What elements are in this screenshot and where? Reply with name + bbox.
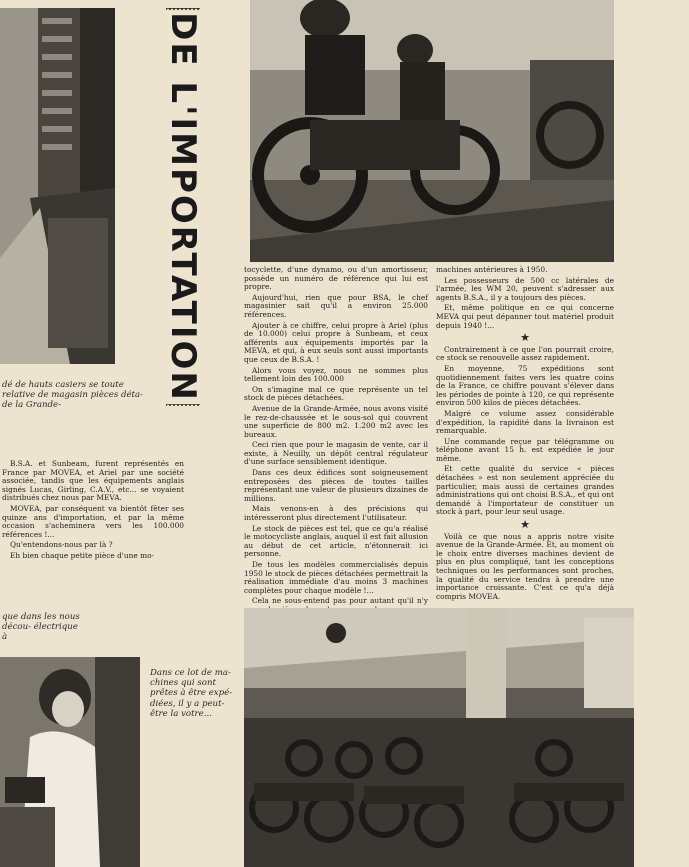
- paragraph: Et, même politique en ce qui concerne MEVA qui peut dépanner tout matériel produit depuis 1940 !...: [436, 303, 614, 330]
- paragraph: De tous les modèles commercialisés depuis 1950 le stock de pièces détachées permettrait la réalisation immédiate d'au moins 3 machines complètes pour chaque modèle !...: [244, 560, 428, 595]
- text-column-middle: [244, 266, 428, 617]
- paragraph: Et cette qualité du service « pièces détachées » est non seulement appréciée du particulier, mais aussi de certaines grandes administrations qui ont choisi B.S.A., et qui ont demandé à l'importateur de constituer un stock à part, pour leur seul usage.: [436, 464, 614, 517]
- photo-motorcycle-rows: [244, 608, 634, 867]
- paragraph: Contrairement à ce que l'on pourrait croire, ce stock se renouvelle assez rapidement.: [436, 344, 614, 363]
- caption-warehouse: dé de hauts casiers se toute relative de magasin pièces déta- de la Grande-: [2, 380, 144, 411]
- vertical-title-banner: [163, 8, 203, 406]
- text-column-left: [2, 460, 184, 563]
- text-column-right: [436, 266, 614, 603]
- paragraph: Qu'entendons-nous par là ?: [10, 540, 113, 550]
- paragraph: B.S.A. et Sunbeam, furent représentés en France par MOVEA, et Ariel par une société associée, tandis que les équipements anglais signés Lucas, Girling, C.A.V., etc... se voyaient distribués chez nous par MEVA.: [2, 459, 184, 503]
- paragraph: MOVEA, par conséquent va bientôt fêter ses quinze ans d'importation, et par la même occasion s'acheminera vers les 100.000 références !...: [2, 503, 184, 539]
- paragraph: Dans ces deux édifices sont soigneusement entreposées des pièces de toutes tailles représentant une valeur de plusieurs dizaines de millions.: [244, 468, 428, 503]
- paragraph: Les possesseurs de 500 cc latérales de l'armée, les WM 20, peuvent s'adresser aux agents B.S.A., il y a toujours des pièces.: [436, 275, 614, 302]
- paragraph: On s'imagine mal ce que représente un tel stock de pièces détachées.: [244, 384, 428, 403]
- paragraph: Une commande reçue par télégramme ou téléphone avant 15 h. est expédiée le jour même.: [436, 436, 614, 463]
- paragraph: Aujourd'hui, rien que pour BSA, le chef magasinier sait qu'il a environ 25.000 références.: [244, 292, 428, 319]
- paragraph: machines antérieures à 1950.: [436, 265, 548, 274]
- star-separator: ★: [520, 518, 530, 532]
- paragraph: Eh bien chaque petite pièce d'une mo-: [10, 550, 155, 560]
- paragraph: Le stock de pièces est tel, que ce qu'a réalisé le motocycliste anglais, auquel il est fait allusion au début de cet article, n'étonnerait ici personne.: [244, 523, 428, 559]
- paragraph: Malgré ce volume assez considérable d'expédition, la rapidité dans la livraison est remarquable.: [436, 408, 614, 436]
- photo-woman-at-desk: [0, 657, 140, 867]
- paragraph: Voilà ce que nous a appris notre visite avenue de la Grande-Armée. Et, au moment où le choix entre diverses machines devient de plus en plus compliqué, tant les conceptions techniques ou les performances sont proches, la qualité du service tendra à prendre une importance croissante. C'est ce qu'a déjà compris MOVEA.: [436, 531, 614, 601]
- paragraph: Ajouter à ce chiffre, celui propre à Ariel (plus de 10.000) celui propre à Sunbeam, et ceux afférents aux équipements importés par la MEVA, et qui, à eux seuls sont aussi importants que ceux de B.S.A. !: [244, 320, 428, 364]
- caption-electric: que dans les nous décou- électrique à: [2, 612, 80, 643]
- photo-warehouse-shelves: [0, 8, 115, 364]
- paragraph: Mais venons-en à des précisions qui intéresseront plus directement l'utilisateur.: [244, 504, 428, 523]
- photo-workshop-motorcycles: [250, 0, 614, 262]
- paragraph: Avenue de la Grande-Armée, nous avons visité le rez-de-chaussée et le sous-sol qui couvrent une superficie de 800 m2. 1.200 m2 avec les bureaux.: [244, 403, 428, 439]
- article-title: DE L'IMPORTATION: [163, 12, 203, 402]
- paragraph: tocyclette, d'une dynamo, ou d'un amortisseur, possède un numéro de référence qui lui est propre.: [244, 265, 428, 292]
- paragraph: En moyenne, 75 expéditions sont quotidiennement faites vers les quatre coins de la France, ce chiffre pouvant s'élever dans les périodes de pointe à 120, ce qui représente environ 500 kilos de pièces détachées.: [436, 363, 614, 408]
- caption-machines: Dans ce lot de ma- chines qui sont prêtes à être expé- diées, il y a peut- être la votre...: [150, 668, 233, 719]
- paragraph: Ceci rien que pour le magasin de vente, car il existe, à Neuilly, un dépôt central régulateur d'une surface sensiblement identique.: [244, 440, 428, 467]
- paragraph: Cela ne sous-entend pas pour autant qu'il n'y: [252, 596, 428, 606]
- star-separator: ★: [520, 331, 530, 345]
- paragraph: Alors vous voyez, nous ne sommes plus tellement loin des 100.000: [244, 365, 428, 384]
